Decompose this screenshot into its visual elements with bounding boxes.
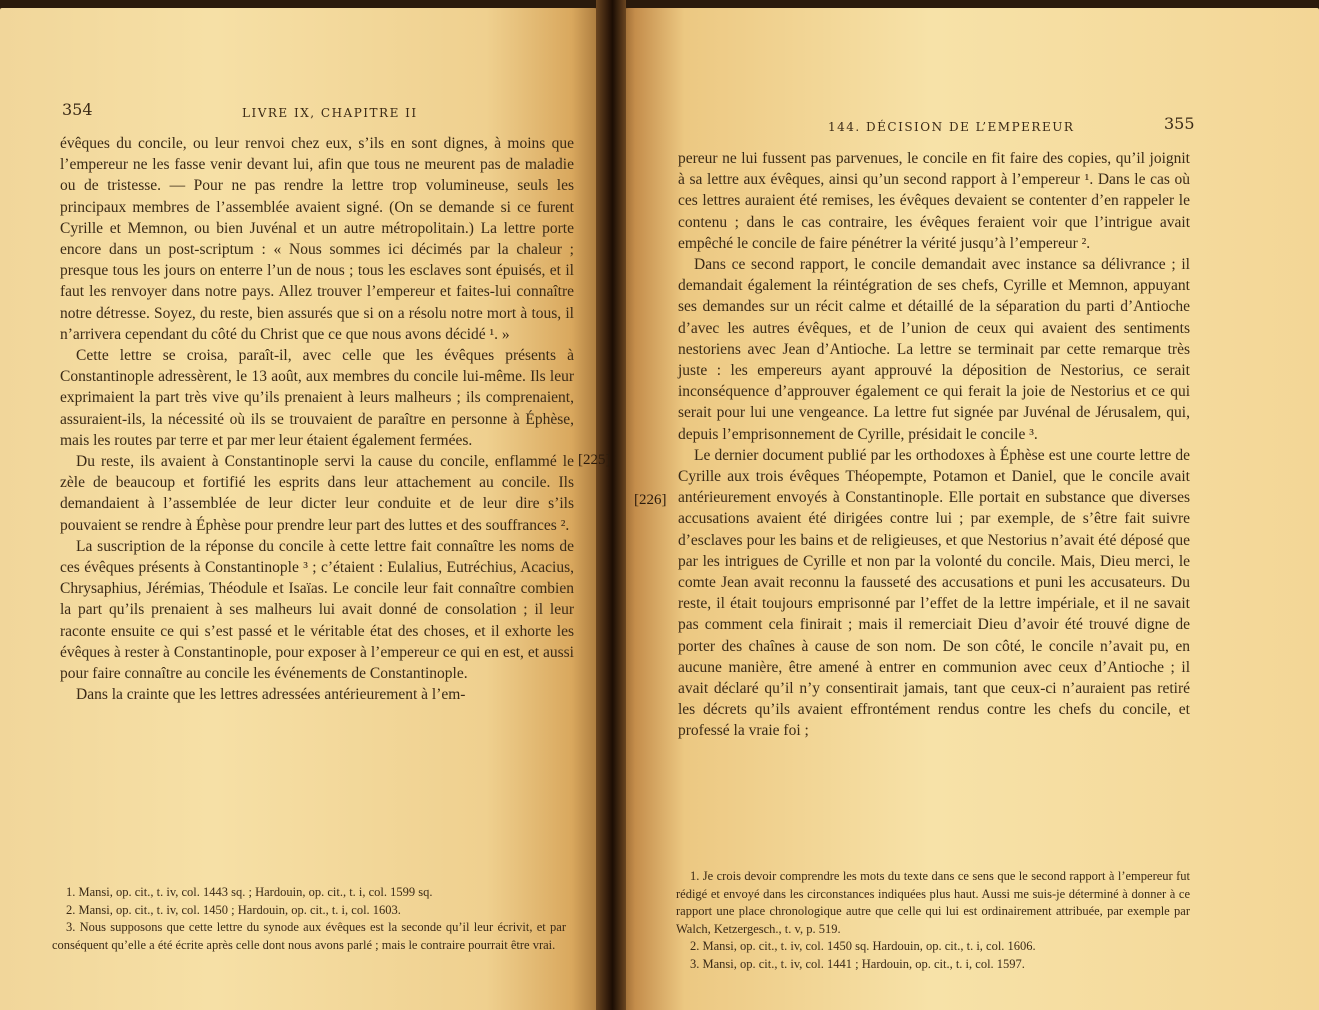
left-paragraph: Du reste, ils avaient à Constantinople servi la cause du concile, enflammé le zèle de beaucoup et fortifié les esprits dans leur attachement au concile. Ils demandaient à l’assemblée de leur dicter leur conduite et de leur dire s’ils pouvaient se rendre à Éphèse pour prendre leur part des luttes et des souffrances ².	[60, 453, 574, 534]
book-gutter	[596, 0, 626, 1010]
right-page	[614, 8, 1319, 1010]
right-footnotes	[676, 868, 1190, 973]
left-footnote: 1. Mansi, op. cit., t. iv, col. 1443 sq. ; Hardouin, op. cit., t. i, col. 1599 sq.	[66, 885, 433, 899]
left-footnote: 2. Mansi, op. cit., t. iv, col. 1450 ; Hardouin, op. cit., t. i, col. 1603.	[66, 902, 401, 917]
right-paragraph: Le dernier document publié par les orthodoxes à Éphèse est une courte lettre de Cyrille aux trois évêques Théopempte, Potamon et Daniel, que le concile avait antérieurement envoyés à Constantinople. Elle portait en substance que diverses accusations avaient été dirigées contre lui ; par exemple, de s’être fait suivre d’esclaves pour les bains et de religieuses, et que Nestorius n’avait été déposé que par les intrigues de Cyrille et non par la volonté du concile. Mais, Dieu merci, le comte Jean avait reconnu la fausseté des accusations et puni les accusateurs. Du reste, il était toujours emprisonné par l’effet de la lettre impériale, et il ne savait pas comment cela finirait ; mais il remerciait Dieu d’avoir été trouvé digne de porter des chaînes à cause de son nom. De son côté, le concile n’avait pu, en aucune manière, être amené à entrer en communion avec ceux d’Antioche ; il avait déclaré qu’il n’y consentirait jamais, tant que ceux-ci n’auraient pas retiré les décrets qu’ils avaient effrontément rendus contre les chefs du concile, et professé la vraie foi ;	[678, 446, 1190, 740]
right-running-header: 144. DÉCISION DE L’EMPEREUR	[828, 120, 1075, 134]
margin-marker-225: [225]	[578, 452, 611, 468]
right-page-number: 355	[1164, 114, 1195, 133]
left-paragraph: Cette lettre se croisa, paraît-il, avec celle que les évêques présents à Constantinople adressèrent, le 13 août, aux membres du concile lui-même. Ils leur exprimaient la part très vive qu’ils prenaient à leurs malheurs ; ils comprenaient, assuraient-ils, la nécessité où ils se trouvaient de paraître en personne à Éphèse, mais les routes par terre et par mer leur étaient également fermées.	[60, 347, 574, 449]
left-running-header: LIVRE IX, CHAPITRE II	[242, 106, 418, 120]
right-footnote: 1. Je crois devoir comprendre les mots du texte dans ce sens que le second rapport à l’empereur fut rédigé et envoyé dans les circonstances indiquées plus haut. Aussi me suis-je déterminé à donner à ce rapport une place chronologique autre que celle qui lui est ordinairement attribuée, par exemple par Walch, Ketzergesch., t. v, p. 519.	[676, 869, 1190, 936]
right-footnote: 3. Mansi, op. cit., t. iv, col. 1441 ; Hardouin, op. cit., t. i, col. 1597.	[690, 956, 1025, 971]
left-page	[0, 8, 608, 1010]
left-paragraph: évêques du concile, ou leur renvoi chez eux, s’ils en sont dignes, à moins que l’empereur ne les fasse venir devant lui, afin que tous ne meurent pas de maladie ou de tristesse. — Pour ne pas rendre la lettre trop volumineuse, seuls les principaux membres de l’assemblée avaient signé. (On se demande si ce furent Cyrille et Memnon, ou bien Juvénal et un autre métropolitain.) La lettre porte encore dans un post-scriptum : « Nous sommes ici décimés par la chaleur ; presque tous les jours on enterre l’un de nous ; tous les esclaves sont épuisés, et il faut les renvoyer dans notre pays. Allez trouver l’empereur et faites-lui connaître notre détresse. Soyez, du reste, bien assurés que si on a résolu notre mort à tous, il n’arrivera cependant du côté du Christ que ce que nous avons décidé ¹. »	[60, 135, 574, 343]
left-footnote: 3. Nous supposons que cette lettre du synode aux évêques est la seconde qu’il leur écrivit, et par conséquent qu’elle a été écrite après celle dont nous avons parlé ; mais le contraire pourrait être vrai.	[52, 920, 566, 952]
left-paragraph: La suscription de la réponse du concile à cette lettre fait connaître les noms de ces évêques présents à Constantinople ³ ; c’étaient : Eulalius, Eutréchius, Acacius, Chrysaphius, Jérémias, Théodule et Isaïas. Le concile leur fait connaître combien la part qu’ils prenaient à ses malheurs lui avait donné de consolation ; il leur raconte ensuite ce qui s’est passé et le véritable état des choses, et il exhorte les évêques à rester à Constantinople, pour exposer à l’empereur ce qui en est, et aussi pour faire connaître au concile les événements de Constantinople.	[60, 537, 574, 683]
left-paragraph: Dans la crainte que les lettres adressées antérieurement à l’em-	[76, 686, 466, 704]
right-paragraph: Dans ce second rapport, le concile demandait avec instance sa délivrance ; il demandait également la réintégration de ses chefs, Cyrille et Memnon, appuyant ses demandes sur un récit calme et détaillé de la séparation du parti d’Antioche d’avec les autres évêques, et de l’union de ceux qui avaient des sentiments nestoriens avec Jean d’Antioche. La lettre se terminait par cette remarque très juste : les empereurs ayant approuvé la déposition de Nestorius, ce serait inconséquence d’approuver également ce qui ferait la joie de Nestorius et ce qui serait pour lui une vengeance. La lettre fut signée par Juvénal de Jérusalem, qui, depuis l’emprisonnement de Cyrille, présidait le concile ³.	[678, 256, 1190, 443]
right-paragraph: pereur ne lui fussent pas parvenues, le concile en fit faire des copies, qu’il joignit à sa lettre aux évêques, ainsi qu’un second rapport à l’empereur ¹. Dans le cas où ces lettres auraient été remises, les évêques devaient se contenter d’en rappeler le contenu ; dans le cas contraire, les évêques feraient voir que l’intrigue avait empêché le concile de faire pénétrer la vérité jusqu’à l’empereur ².	[678, 150, 1190, 252]
margin-marker-226: [226]	[634, 492, 667, 508]
right-footnote: 2. Mansi, op. cit., t. iv, col. 1450 sq. Hardouin, op. cit., t. i, col. 1606.	[690, 939, 1036, 953]
left-footnotes	[52, 884, 566, 954]
left-page-number: 354	[62, 100, 93, 119]
left-body-text	[60, 133, 574, 705]
right-body-text	[678, 148, 1190, 742]
